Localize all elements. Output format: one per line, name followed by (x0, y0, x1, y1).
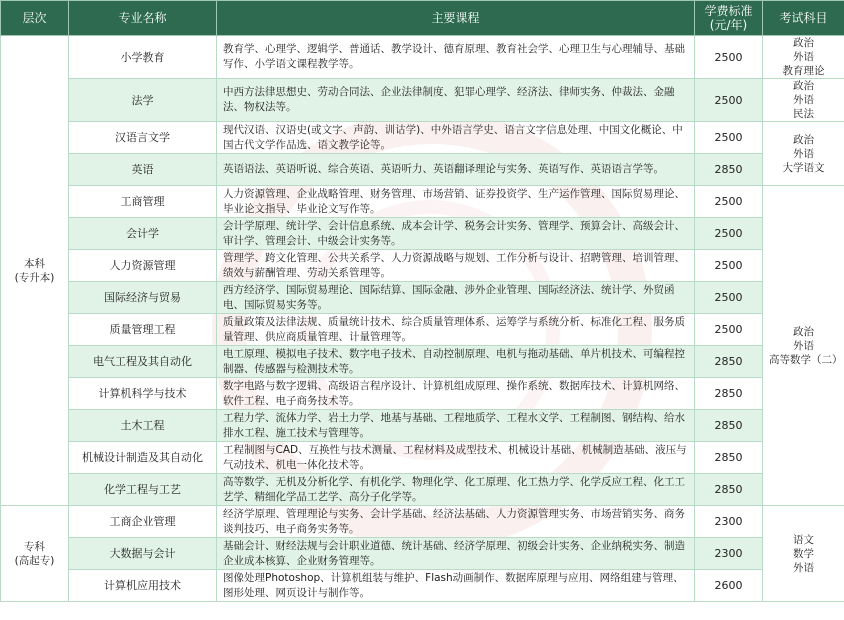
table-row (1, 186, 844, 218)
fee-cell: 2300 (695, 506, 763, 538)
major-cell: 法学 (69, 79, 217, 122)
major-cell: 计算机应用技术 (69, 570, 217, 602)
table-row (1, 154, 844, 186)
fee-cell: 2300 (695, 538, 763, 570)
courses-cell: 工程力学、流体力学、岩土力学、地基与基础、工程地质学、工程水文学、工程制图、钢结构、给水排水工程、施工技术与管理等。 (217, 410, 695, 442)
major-cell: 英语 (69, 154, 217, 186)
major-cell: 土木工程 (69, 410, 217, 442)
table-row (1, 250, 844, 282)
header-level: 层次 (1, 1, 69, 36)
fee-cell: 2850 (695, 346, 763, 378)
subjects-cell: 语文 数学 外语 (763, 506, 844, 602)
major-cell: 汉语言文学 (69, 122, 217, 154)
fee-cell: 2500 (695, 282, 763, 314)
major-cell: 工商管理 (69, 186, 217, 218)
table-row (1, 474, 844, 506)
courses-cell: 工程制图与CAD、互换性与技术测量、工程材料及成型技术、机械设计基础、机械制造基础、液压与气动技术、机电一体化技术等。 (217, 442, 695, 474)
header-major: 专业名称 (69, 1, 217, 36)
fee-cell: 2500 (695, 122, 763, 154)
table-row (1, 314, 844, 346)
table-row (1, 346, 844, 378)
subjects-cell: 政治 外语 民法 (763, 79, 844, 122)
major-cell: 计算机科学与技术 (69, 378, 217, 410)
table-row (1, 506, 844, 538)
major-cell: 会计学 (69, 218, 217, 250)
fee-cell: 2850 (695, 378, 763, 410)
major-cell: 国际经济与贸易 (69, 282, 217, 314)
header-row (1, 1, 844, 36)
major-cell: 工商企业管理 (69, 506, 217, 538)
courses-cell: 管理学、跨文化管理、公共关系学、人力资源战略与规划、工作分析与设计、招聘管理、培训管理、绩效与薪酬管理、劳动关系管理等。 (217, 250, 695, 282)
level-cell: 专科 (高起专) (1, 506, 69, 602)
fee-cell: 2850 (695, 474, 763, 506)
fee-cell: 2500 (695, 79, 763, 122)
header-fee: 学费标准 (元/年) (695, 1, 763, 36)
table-row (1, 218, 844, 250)
courses-cell: 质量政策及法律法规、质量统计技术、综合质量管理体系、运筹学与系统分析、标准化工程、服务质量管理、供应商质量管理、计量管理等。 (217, 314, 695, 346)
courses-cell: 电工原理、模拟电子技术、数字电子技术、自动控制原理、电机与拖动基础、单片机技术、可编程控制器、传感器与检测技术等。 (217, 346, 695, 378)
fee-cell: 2850 (695, 154, 763, 186)
courses-cell: 现代汉语、汉语史(或文字、声韵、训诂学)、中外语言学史、语言文字信息处理、中国文化概论、中国古代文学作品选、语文教学论等。 (217, 122, 695, 154)
fee-cell: 2850 (695, 442, 763, 474)
courses-cell: 图像处理Photoshop、计算机组装与维护、Flash动画制作、数据库原理与应用、网络组建与管理、图形处理、网页设计与制作等。 (217, 570, 695, 602)
level-cell: 本科 (专升本) (1, 36, 69, 506)
major-cell: 大数据与会计 (69, 538, 217, 570)
header-courses: 主要课程 (217, 1, 695, 36)
major-cell: 机械设计制造及其自动化 (69, 442, 217, 474)
fee-cell: 2500 (695, 250, 763, 282)
major-cell: 化学工程与工艺 (69, 474, 217, 506)
fee-cell: 2500 (695, 186, 763, 218)
table-row (1, 122, 844, 154)
table-row (1, 538, 844, 570)
fee-cell: 2600 (695, 570, 763, 602)
subjects-cell: 政治 外语 教育理论 (763, 36, 844, 79)
courses-cell: 会计学原理、统计学、会计信息系统、成本会计学、税务会计实务、管理学、预算会计、高级会计、审计学、管理会计、中级会计实务等。 (217, 218, 695, 250)
fee-cell: 2850 (695, 410, 763, 442)
table-row (1, 79, 844, 122)
fee-cell: 2500 (695, 36, 763, 79)
courses-cell: 教育学、心理学、逻辑学、普通话、教学设计、德育原理、教育社会学、心理卫生与心理辅导、基础写作、小学语文课程教学等。 (217, 36, 695, 79)
subjects-cell: 政治 外语 大学语文 (763, 122, 844, 186)
fee-cell: 2500 (695, 314, 763, 346)
table-row (1, 378, 844, 410)
header-subjects: 考试科目 (763, 1, 844, 36)
major-cell: 小学教育 (69, 36, 217, 79)
subjects-cell: 政治 外语 高等数学（二） (763, 186, 844, 506)
courses-cell: 数字电路与数字逻辑、高级语言程序设计、计算机组成原理、操作系统、数据库技术、计算机网络、软件工程、电子商务技术等。 (217, 378, 695, 410)
table-row (1, 36, 844, 79)
table-row (1, 570, 844, 602)
table-row (1, 282, 844, 314)
fee-cell: 2500 (695, 218, 763, 250)
courses-cell: 高等数学、无机及分析化学、有机化学、物理化学、化工原理、化工热力学、化学反应工程、化工工艺学、精细化学品工艺学、高分子化学等。 (217, 474, 695, 506)
courses-cell: 西方经济学、国际贸易理论、国际结算、国际金融、涉外企业管理、国际经济法、统计学、外贸函电、国际贸易实务等。 (217, 282, 695, 314)
courses-cell: 人力资源管理、企业战略管理、财务管理、市场营销、证券投资学、生产运作管理、国际贸易理论、毕业论文指导、毕业论文写作等。 (217, 186, 695, 218)
courses-cell: 中西方法律思想史、劳动合同法、企业法律制度、犯罪心理学、经济法、律师实务、仲裁法、金融法、物权法等。 (217, 79, 695, 122)
table-row (1, 442, 844, 474)
table-row (1, 410, 844, 442)
courses-cell: 经济学原理、管理理论与实务、会计学基础、经济法基础、人力资源管理实务、市场营销实务、商务谈判技巧、电子商务实务等。 (217, 506, 695, 538)
major-cell: 电气工程及其自动化 (69, 346, 217, 378)
major-cell: 质量管理工程 (69, 314, 217, 346)
major-cell: 人力资源管理 (69, 250, 217, 282)
courses-cell: 英语语法、英语听说、综合英语、英语听力、英语翻译理论与实务、英语写作、英语语言学等。 (217, 154, 695, 186)
courses-cell: 基础会计、财经法规与会计职业道德、统计基础、经济学原理、初级会计实务、企业纳税实务、制造企业成本核算、企业财务管理等。 (217, 538, 695, 570)
